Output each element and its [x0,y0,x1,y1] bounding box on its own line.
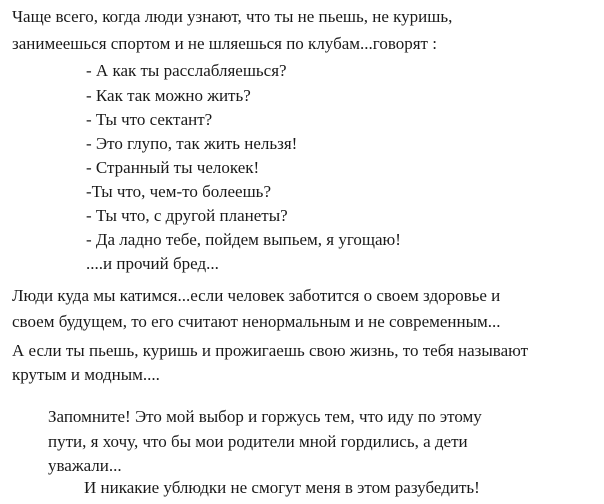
quote-line: - Как так можно жить? [86,86,251,105]
quote-line: - А как ты расслабляешься? [86,61,287,80]
quote-line: - Странный ты челокек! [86,158,260,177]
quote-line: - Ты что, с другой планеты? [86,206,288,225]
intro-line-2: занимеешься спортом и не шляешься по клубам...говорят : [12,34,437,53]
conclusion-line-3: уважали... [48,456,122,475]
intro-line-1: Чаще всего, когда люди узнают, что ты не пьешь, не куришь, [12,7,453,26]
conclusion-line-1: Запомните! Это мой выбор и горжусь тем, что иду по этому [48,407,482,426]
conclusion-line-2: пути, я хочу, что бы мои родители мной гордились, а дети [48,432,468,451]
quote-line: - Ты что сектант? [86,110,213,129]
paragraph-2-line-2: крутым и модным.... [12,365,160,384]
paragraph-1-line-1: Люди куда мы катимся...если человек заботится о своем здоровье и [12,286,501,305]
quote-line: ....и прочий бред... [86,254,219,273]
quote-line: - Да ладно тебе, пойдем выпьем, я угощаю! [86,230,401,249]
conclusion-line-4: И никакие ублюдки не смогут меня в этом разубедить! [84,478,480,497]
quote-line: - Это глупо, так жить нельзя! [86,134,298,153]
paragraph-2-line-1: А если ты пьешь, куришь и прожигаешь свою жизнь, то тебя называют [12,341,529,360]
paragraph-1-line-2: своем будущем, то его считают ненормальным и не современным... [12,312,501,331]
quote-line: -Ты что, чем-то болеешь? [86,182,271,201]
